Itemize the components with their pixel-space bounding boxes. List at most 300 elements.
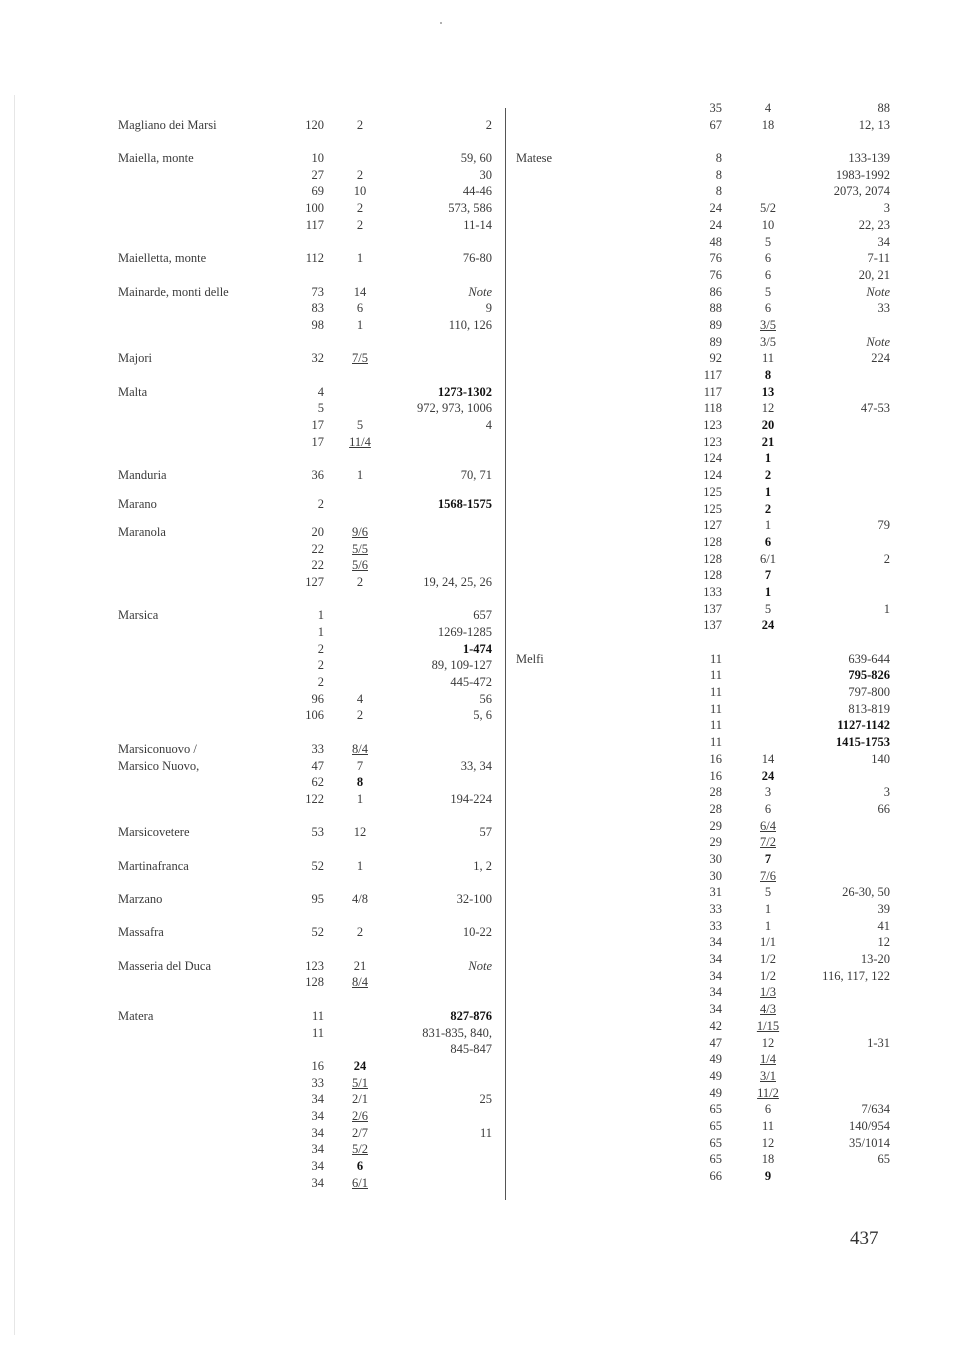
reference-row <box>0 858 505 875</box>
issue-number: 1 <box>764 918 772 933</box>
reference-row <box>0 1041 505 1058</box>
reference-row <box>506 1018 969 1035</box>
issue-number: 4 <box>764 101 772 115</box>
issue-number: 6 <box>764 251 772 266</box>
volume-number: 52 <box>311 925 324 940</box>
issue-number: 11/4 <box>349 434 371 449</box>
reference-row <box>506 183 969 200</box>
issue-number: 6 <box>764 1102 772 1117</box>
reference-row <box>0 217 505 234</box>
issue-number: 10 <box>761 217 775 232</box>
reference-row <box>0 1125 505 1142</box>
page-reference: 972, 973, 1006 <box>417 401 492 416</box>
reference-row <box>506 984 969 1001</box>
issue-number: 1/15 <box>756 1018 780 1033</box>
issue-number: 6 <box>356 301 364 316</box>
issue-number: 18 <box>761 1152 775 1167</box>
reference-row <box>506 1068 969 1085</box>
issue-number: 2 <box>356 117 364 132</box>
entry-name: Marsiconuovo / <box>118 741 197 756</box>
issue-number: 2/1 <box>352 1092 368 1107</box>
page-reference: 4 <box>485 418 492 433</box>
reference-row <box>0 707 505 724</box>
volume-number: 11 <box>709 668 722 683</box>
reference-row <box>0 167 505 184</box>
entry-name: Maranola <box>118 524 166 539</box>
entry-name: Majori <box>118 351 153 366</box>
index-entry <box>0 891 505 908</box>
entry-gap <box>0 991 505 1008</box>
reference-row <box>506 784 969 801</box>
page-reference: 34 <box>877 234 890 249</box>
volume-number: 112 <box>305 251 324 266</box>
volume-number: 124 <box>703 451 722 466</box>
issue-number: 6 <box>764 301 772 316</box>
page-reference: 19, 24, 25, 26 <box>423 574 492 589</box>
volume-number: 73 <box>311 284 324 299</box>
page-reference: 33 <box>877 301 890 316</box>
volume-number: 34 <box>311 1108 324 1123</box>
entry-gap <box>0 724 505 741</box>
reference-row <box>506 334 969 351</box>
page-reference: 2 <box>883 551 890 566</box>
scan-speck <box>440 22 442 24</box>
volume-number: 98 <box>311 317 324 332</box>
volume-number: 16 <box>709 751 722 766</box>
issue-number: 1 <box>356 468 364 483</box>
entry-name: Marsica <box>118 608 159 623</box>
page-reference: 795-826 <box>848 668 890 683</box>
reference-row <box>0 1091 505 1108</box>
index-entry <box>0 958 505 991</box>
page-reference: 133-139 <box>848 151 890 166</box>
issue-number: 1/3 <box>760 985 776 1000</box>
reference-row <box>0 524 505 541</box>
issue-number: 8 <box>356 775 364 790</box>
index-entry <box>0 524 505 591</box>
reference-row <box>0 624 505 641</box>
page-number: 437 <box>850 1228 879 1249</box>
index-entry <box>0 100 505 133</box>
volume-number: 49 <box>709 1085 722 1100</box>
volume-number: 67 <box>709 117 722 132</box>
page-reference: 22, 23 <box>858 217 890 232</box>
reference-row <box>506 567 969 584</box>
issue-number: 12 <box>761 1135 775 1150</box>
issue-number: 1/4 <box>760 1052 776 1067</box>
volume-number: 123 <box>305 958 324 973</box>
reference-row <box>0 1175 505 1192</box>
page-reference: 194-224 <box>450 791 492 806</box>
volume-number: 4 <box>317 384 324 399</box>
issue-number: 6/1 <box>760 551 776 566</box>
volume-number: 95 <box>311 892 324 906</box>
volume-number: 1 <box>317 625 324 639</box>
volume-number: 5 <box>317 401 324 416</box>
reference-row <box>506 467 969 484</box>
page-reference: 35/1014 <box>849 1135 890 1150</box>
reference-row <box>506 534 969 551</box>
volume-number: 34 <box>709 985 722 1000</box>
reference-row <box>0 250 505 267</box>
issue-number: 4/3 <box>760 1002 776 1017</box>
page-reference: 831-835, 840, <box>422 1025 492 1040</box>
volume-number: 16 <box>311 1058 324 1073</box>
reference-row <box>506 667 969 684</box>
volume-number: 65 <box>709 1152 722 1167</box>
reference-row <box>506 901 969 918</box>
volume-number: 29 <box>709 818 722 833</box>
reference-row <box>506 717 969 734</box>
index-entry <box>506 150 969 634</box>
left-column <box>0 100 505 1191</box>
reference-row <box>0 1008 505 1025</box>
reference-row <box>0 774 505 791</box>
page-reference: 66 <box>877 801 890 816</box>
reference-row <box>506 801 969 818</box>
entry-gap <box>0 941 505 958</box>
volume-number: 24 <box>709 217 722 232</box>
reference-row <box>0 541 505 558</box>
reference-row <box>506 918 969 935</box>
volume-number: 96 <box>311 691 324 706</box>
volume-number: 36 <box>311 468 324 483</box>
volume-number: 34 <box>311 1159 324 1173</box>
issue-number: 7/2 <box>760 835 776 850</box>
reference-row <box>0 200 505 217</box>
issue-number: 2 <box>356 217 364 232</box>
reference-row <box>0 657 505 674</box>
reference-row <box>506 601 969 618</box>
volume-number: 117 <box>703 384 722 399</box>
reference-row <box>506 267 969 284</box>
entry-name: Matese <box>516 151 553 166</box>
reference-row <box>506 1151 969 1168</box>
volume-number: 89 <box>709 334 722 349</box>
volume-number: 137 <box>703 618 722 633</box>
page-reference: 9 <box>485 301 492 316</box>
reference-row <box>0 467 505 484</box>
volume-number: 2 <box>317 496 324 511</box>
volume-number: 83 <box>311 301 324 316</box>
page-reference: 33, 34 <box>460 758 492 773</box>
issue-number: 1 <box>764 518 772 533</box>
page-reference: 25 <box>479 1092 492 1107</box>
reference-row <box>0 891 505 908</box>
index-entry <box>0 467 505 484</box>
volume-number: 24 <box>709 201 722 216</box>
entry-gap <box>0 133 505 150</box>
volume-number: 33 <box>311 1075 324 1090</box>
issue-number: 2 <box>356 574 364 589</box>
reference-row <box>0 574 505 591</box>
reference-row <box>506 450 969 467</box>
reference-row <box>0 741 505 758</box>
issue-number: 6 <box>764 534 772 549</box>
volume-number: 11 <box>709 685 722 700</box>
volume-number: 22 <box>311 558 324 573</box>
page-reference: 5, 6 <box>473 708 492 723</box>
reference-row <box>0 758 505 775</box>
volume-number: 88 <box>709 301 722 316</box>
page-reference: 47-53 <box>860 401 890 416</box>
entry-name: Marzano <box>118 892 163 906</box>
volume-number: 33 <box>709 918 722 933</box>
volume-number: 137 <box>703 601 722 616</box>
issue-number: 5 <box>764 885 772 900</box>
issue-number: 5 <box>764 234 772 249</box>
reference-row <box>0 284 505 301</box>
volume-number: 92 <box>709 351 722 366</box>
reference-row <box>506 968 969 985</box>
reference-row <box>0 791 505 808</box>
volume-number: 117 <box>305 217 324 232</box>
volume-number: 76 <box>709 267 722 282</box>
page-reference: 116, 117, 122 <box>822 968 890 983</box>
volume-number: 11 <box>311 1025 324 1040</box>
issue-number: 1 <box>764 451 772 466</box>
entry-gap <box>0 234 505 251</box>
volume-number: 22 <box>311 541 324 556</box>
reference-row <box>506 434 969 451</box>
page-reference: 11 <box>479 1125 492 1140</box>
page-reference: 88 <box>877 101 890 115</box>
reference-row <box>506 884 969 901</box>
volume-number: 30 <box>709 868 722 883</box>
index-entry <box>0 350 505 367</box>
reference-row <box>0 183 505 200</box>
issue-number: 1/1 <box>760 935 776 950</box>
issue-number: 14 <box>761 751 775 766</box>
volume-number: 8 <box>715 167 722 182</box>
entry-name: Matera <box>118 1008 154 1023</box>
reference-row <box>506 651 969 668</box>
reference-row <box>506 350 969 367</box>
volume-number: 31 <box>709 885 722 900</box>
volume-number: 29 <box>709 835 722 850</box>
page-reference: 2073, 2074 <box>833 184 890 199</box>
page-reference: 30 <box>479 167 492 182</box>
index-entry <box>0 607 505 724</box>
reference-row <box>0 350 505 367</box>
issue-number: 2 <box>764 501 772 516</box>
volume-number: 11 <box>311 1008 324 1023</box>
volume-number: 118 <box>703 401 722 416</box>
issue-number: 2/6 <box>352 1108 368 1123</box>
issue-number: 18 <box>761 117 775 132</box>
reference-row <box>506 417 969 434</box>
volume-number: 89 <box>709 317 722 332</box>
issue-number: 2 <box>356 167 364 182</box>
page-reference: 445-472 <box>450 675 492 690</box>
reference-row <box>506 484 969 501</box>
volume-number: 11 <box>709 735 722 750</box>
index-entry <box>0 150 505 233</box>
issue-number: 5 <box>764 284 772 299</box>
volume-number: 49 <box>709 1052 722 1067</box>
index-entry <box>0 741 505 808</box>
page-reference: 70, 71 <box>460 468 492 483</box>
volume-number: 133 <box>703 584 722 599</box>
volume-number: 86 <box>709 284 722 299</box>
page-reference: 639-644 <box>848 651 890 666</box>
volume-number: 11 <box>709 701 722 716</box>
page-reference: 13-20 <box>860 952 890 967</box>
reference-row <box>0 958 505 975</box>
index-entry <box>0 250 505 267</box>
volume-number: 10 <box>311 151 324 166</box>
page-reference: 89, 109-127 <box>431 658 492 673</box>
page-reference: 1269-1285 <box>437 625 492 639</box>
entry-name: Marano <box>118 496 157 511</box>
volume-number: 34 <box>311 1092 324 1107</box>
volume-number: 106 <box>305 708 324 723</box>
volume-number: 34 <box>709 968 722 983</box>
entry-gap <box>0 267 505 284</box>
volume-number: 65 <box>709 1118 722 1133</box>
index-entry <box>0 284 505 334</box>
issue-number: 21 <box>761 434 775 449</box>
volume-number: 1 <box>317 608 324 623</box>
index-entry <box>0 824 505 841</box>
issue-number: 3/5 <box>760 317 776 332</box>
reference-row <box>0 1108 505 1125</box>
entry-name: Massafra <box>118 925 164 940</box>
page-reference: 1, 2 <box>473 858 492 873</box>
issue-number: 1 <box>764 584 772 599</box>
page-reference: 140/954 <box>849 1118 890 1133</box>
page-reference: 2 <box>485 117 492 132</box>
page-reference: 10-22 <box>462 925 492 940</box>
index-entry <box>0 496 505 513</box>
entry-gap <box>0 591 505 608</box>
issue-number: 6 <box>764 267 772 282</box>
entry-gap <box>0 908 505 925</box>
entry-gap <box>0 841 505 858</box>
page-reference: 1415-1753 <box>835 735 890 750</box>
issue-number: 14 <box>353 284 367 299</box>
page-reference: 20, 21 <box>858 267 890 282</box>
volume-number: 76 <box>709 251 722 266</box>
entry-name: Melfi <box>516 651 544 666</box>
issue-number: 5/6 <box>352 558 368 573</box>
issue-number: 1 <box>356 317 364 332</box>
issue-number: 3/5 <box>760 334 776 349</box>
reference-row <box>506 818 969 835</box>
page-reference: 57 <box>479 825 492 840</box>
reference-row <box>0 691 505 708</box>
reference-row <box>506 768 969 785</box>
volume-number: 2 <box>317 658 324 673</box>
issue-number: 7 <box>356 758 364 773</box>
reference-row <box>0 1025 505 1042</box>
reference-row <box>0 1141 505 1158</box>
issue-number: 1 <box>764 484 772 499</box>
page-reference: 1-474 <box>462 641 492 656</box>
entry-name: Martinafranca <box>118 858 189 873</box>
issue-number: 1/2 <box>760 968 776 983</box>
reference-row <box>0 1058 505 1075</box>
index-entry <box>506 651 969 1185</box>
page-reference: 79 <box>877 518 890 533</box>
reference-row <box>506 868 969 885</box>
page-reference: 32-100 <box>456 892 492 906</box>
issue-number: 2/7 <box>352 1125 368 1140</box>
reference-row <box>0 384 505 401</box>
issue-number: 7 <box>764 851 772 866</box>
page-reference: 3 <box>883 785 890 800</box>
volume-number: 122 <box>305 791 324 806</box>
reference-row <box>506 100 969 117</box>
issue-number: 5/2 <box>760 201 776 216</box>
reference-row <box>506 517 969 534</box>
entry-name-line2: Marsico Nuovo, <box>118 758 200 773</box>
issue-number: 2 <box>356 925 364 940</box>
volume-number: 27 <box>311 167 324 182</box>
entry-name: Maiella, monte <box>118 151 194 166</box>
page-reference: 26-30, 50 <box>842 885 890 900</box>
issue-number: 11 <box>761 1118 775 1133</box>
reference-row <box>506 367 969 384</box>
issue-number: 6 <box>764 801 772 816</box>
reference-row <box>506 701 969 718</box>
reference-row <box>506 284 969 301</box>
volume-number: 20 <box>311 524 324 539</box>
volume-number: 11 <box>709 651 722 666</box>
page-reference: 56 <box>479 691 492 706</box>
issue-number: 2 <box>356 708 364 723</box>
issue-number: 13 <box>761 384 775 399</box>
volume-number: 123 <box>703 434 722 449</box>
volume-number: 127 <box>305 574 324 589</box>
issue-number: 21 <box>353 958 367 973</box>
entry-name: Maielletta, monte <box>118 251 207 266</box>
page-reference: Note <box>866 284 890 299</box>
entry-gap <box>0 512 505 524</box>
page-reference: 7-11 <box>867 251 890 266</box>
reference-row <box>0 557 505 574</box>
page-reference: 3 <box>883 201 890 216</box>
issue-number: 24 <box>761 618 775 633</box>
page-reference: 76-80 <box>462 251 492 266</box>
issue-number: 1/2 <box>760 952 776 967</box>
page-reference: 224 <box>871 351 890 366</box>
volume-number: 66 <box>709 1169 722 1183</box>
volume-number: 117 <box>703 368 722 382</box>
issue-number: 5/5 <box>352 541 368 556</box>
issue-number: 9/6 <box>352 524 368 539</box>
page-reference: 41 <box>877 918 890 933</box>
page-reference: 813-819 <box>848 701 890 716</box>
issue-number: 2 <box>356 201 364 216</box>
issue-number: 6/4 <box>760 818 776 833</box>
issue-number: 12 <box>761 401 775 416</box>
issue-number: 12 <box>761 1035 775 1050</box>
reference-row <box>506 1101 969 1118</box>
volume-number: 69 <box>311 184 324 199</box>
volume-number: 124 <box>703 468 722 483</box>
reference-row <box>506 117 969 134</box>
issue-number: 20 <box>761 418 775 433</box>
issue-number: 8/4 <box>352 975 368 990</box>
entry-gap <box>506 634 969 651</box>
volume-number: 34 <box>311 1175 324 1190</box>
reference-row <box>0 317 505 334</box>
issue-number: 2 <box>764 468 772 483</box>
issue-number: 9 <box>764 1169 772 1183</box>
issue-number: 7/5 <box>352 351 368 366</box>
page-reference: 657 <box>473 608 492 623</box>
